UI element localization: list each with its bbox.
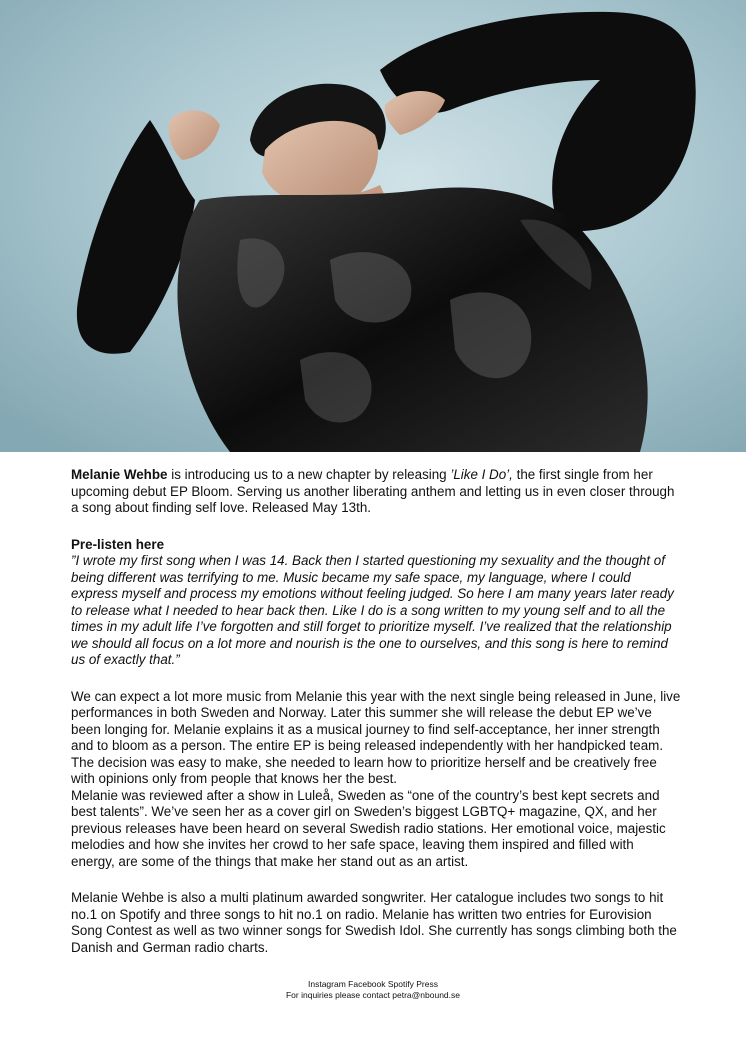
body-paragraph-2: Melanie was reviewed after a show in Luleå, Sweden as “one of the country’s best kept secrets and best talents”. We’ve seen her as a cover girl on Sweden’s biggest LGBTQ+ magazine, QX, and her previous releases have been heard on several Swedish radio stations. Her emotional voice, majestic melodies and how she invites her crowd to her safe space, leaving them inspired and filled with energy, are some of the things that make her stand out as an artist. (71, 787, 666, 869)
social-links (0, 979, 746, 990)
press-link[interactable]: Press (416, 979, 438, 989)
artist-name: Melanie Wehbe (71, 467, 168, 482)
artist-quote: ”I wrote my first song when I was 14. Back then I started questioning my sexuality and the thought of being different was terrifying to me. Music became my safe space, my language, where I could express myself and process my emotions without feeling judged. So here I am many years later ready to release what I needed to hear back then. Like I do is a song written to my young self and to all the times in my adult life I’ve forgotten and still forget to prioritize myself. I’ve realized that the relationship we should all focus on a lot more and nourish is the one to ourselves, and this song is here to remind us of exactly that.” (71, 553, 674, 667)
instagram-link[interactable]: Instagram (308, 979, 346, 989)
hero-photo (0, 0, 746, 452)
body-paragraph-1: We can expect a lot more music from Melanie this year with the next single being released in June, live performances in both Sweden and Norway. Later this summer she will release the debut EP we’ve been longing for. Melanie explains it as a musical journey to find self-acceptance, her inner strength and to bloom as a person. The entire EP is being released independently with her handpicked team. The decision was easy to make, she needed to learn how to prioritize herself and be creatively free with opinions only from people that knows her the best. (71, 688, 681, 786)
facebook-link[interactable]: Facebook (348, 979, 386, 989)
footer (0, 979, 746, 1001)
body-paragraph-3: Melanie Wehbe is also a multi platinum awarded songwriter. Her catalogue includes two songs to hit no.1 on Spotify and three songs to hit no.1 on radio. Melanie has written two entries for Eurovision Song Contest as well as two winner songs for Swedish Idol. She currently has songs climbing both the Danish and German radio charts. (71, 890, 677, 955)
contact-line: For inquiries please contact petra@nbound.se (285, 990, 460, 1000)
intro-text-after: the first single from her upcoming debut EP Bloom. Serving us another liberating anthem and letting us in even closer through a song about finding self love. Released May 13th. (71, 467, 675, 515)
intro-paragraph (71, 467, 681, 517)
spotify-link[interactable]: Spotify (387, 979, 414, 989)
press-release-body (71, 467, 681, 956)
intro-text-before: is introducing us to a new chapter by releasing (167, 467, 451, 482)
portrait-photo-illustration (0, 0, 746, 452)
prelisten-link[interactable]: Pre-listen here (71, 536, 165, 552)
single-title: ’Like I Do’, (450, 467, 513, 482)
